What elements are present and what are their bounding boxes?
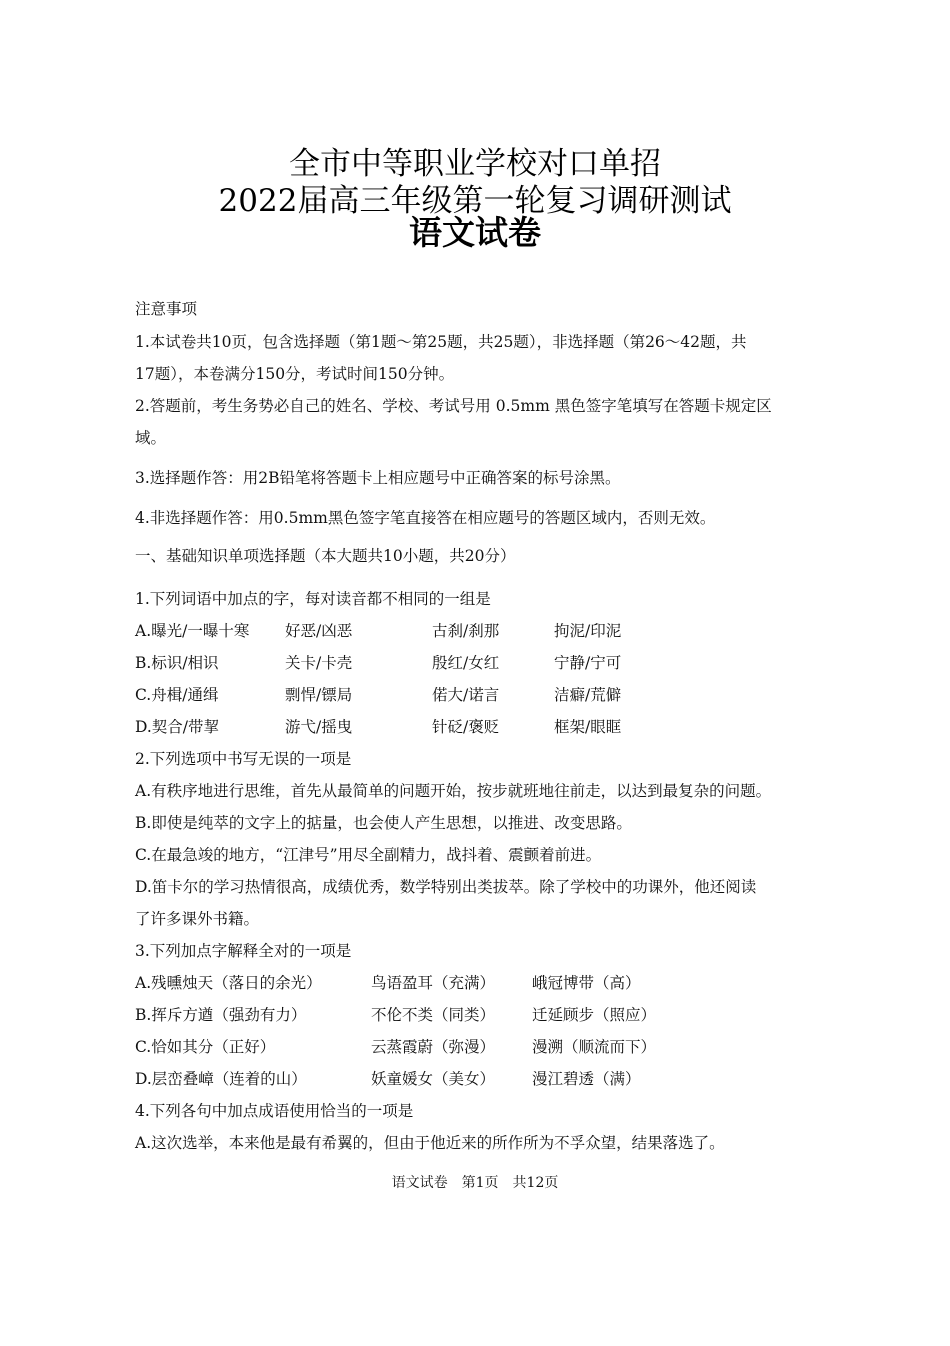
q1-a-pair-1: A.曝光/一曝十寒 <box>135 622 250 640</box>
q2-option-c: C.在最急竣的地方，“江津号”用尽全副精力，战抖着、震颤着前进。 <box>135 846 602 864</box>
q3-option-d <box>135 1069 835 1089</box>
q1-option-b <box>135 653 835 673</box>
q1-d-pair-3: 针砭/褒贬 <box>432 718 500 736</box>
q1-c-pair-2: 剽悍/镖局 <box>285 686 353 704</box>
q1-b-pair-4: 宁静/宁可 <box>554 654 622 672</box>
q3-a-item-3: 峨冠博带（高） <box>532 974 641 992</box>
q3-d-item-1: D.层峦叠嶂（连着的山） <box>135 1070 307 1088</box>
q3-c-item-3: 漫溯（顺流而下） <box>532 1038 657 1056</box>
q3-option-a <box>135 973 835 993</box>
q3-stem: 3.下列加点字解释全对的一项是 <box>135 942 352 960</box>
note-1-line-1: 1.本试卷共10页，包含选择题（第1题～第25题，共25题），非选择题（第26～42题，共 <box>135 333 747 351</box>
note-4: 4.非选择题作答：用0.5mm黑色签字笔直接答在相应题号的答题区域内，否则无效。 <box>135 509 716 527</box>
q3-option-c <box>135 1037 835 1057</box>
q3-c-item-2: 云蒸霞蔚（弥漫） <box>371 1038 496 1056</box>
note-2-line-1: 2.答题前，考生务势必自己的姓名、学校、考试号用 0.5mm 黑色签字笔填写在答题卡规定区 <box>135 397 772 415</box>
q1-b-pair-1: B.标识/相识 <box>135 654 219 672</box>
q1-b-pair-3: 殷红/女红 <box>432 654 500 672</box>
title-line-1: 全市中等职业学校对口单招 <box>289 146 661 182</box>
note-2-line-2: 域。 <box>135 429 167 447</box>
q1-b-pair-2: 关卡/卡壳 <box>285 654 353 672</box>
title-line-3: 语文试卷 <box>409 213 541 252</box>
q3-b-item-1: B.挥斥方遒（强劲有力） <box>135 1006 307 1024</box>
q2-option-d-line-2: 了许多课外书籍。 <box>135 910 260 928</box>
q1-c-pair-1: C.舟楫/通缉 <box>135 686 219 704</box>
q1-a-pair-2: 好恶/凶恶 <box>285 622 353 640</box>
q1-option-c <box>135 685 835 705</box>
q2-option-d-line-1: D.笛卡尔的学习热情很高，成绩优秀，数学特别出类拔萃。除了学校中的功课外，他还阅读 <box>135 878 757 896</box>
q1-a-pair-4: 拘泥/印泥 <box>554 622 622 640</box>
q1-stem: 1.下列词语中加点的字，每对读音都不相同的一组是 <box>135 590 491 608</box>
q1-c-pair-4: 洁癖/荒僻 <box>554 686 622 704</box>
q4-stem: 4.下列各句中加点成语使用恰当的一项是 <box>135 1102 414 1120</box>
note-1-line-2: 17题），本卷满分150分，考试时间150分钟。 <box>135 365 455 383</box>
section-1-heading: 一、基础知识单项选择题（本大题共10小题，共20分） <box>135 547 516 565</box>
note-3: 3.选择题作答：用2B铅笔将答题卡上相应题号中正确答案的标号涂黑。 <box>135 469 621 487</box>
q4-option-a: A.这次选举，本来他是最有希翼的，但由于他近来的所作所为不孚众望，结果落选了。 <box>135 1134 725 1152</box>
q3-c-item-1: C.恰如其分（正好） <box>135 1038 276 1056</box>
q2-stem: 2.下列选项中书写无误的一项是 <box>135 750 352 768</box>
q1-d-pair-4: 框架/眼眶 <box>554 718 622 736</box>
q3-a-item-1: A.残曛烛天（落日的余光） <box>135 974 322 992</box>
q1-d-pair-2: 游弋/摇曳 <box>285 718 353 736</box>
q2-option-a: A.有秩序地进行思维，首先从最简单的问题开始，按步就班地往前走，以达到最复杂的问题。 <box>135 782 772 800</box>
q3-d-item-2: 妖童媛女（美女） <box>371 1070 496 1088</box>
q1-option-a <box>135 621 835 641</box>
q3-a-item-2: 鸟语盈耳（充满） <box>371 974 496 992</box>
title-line-2: 2022届高三年级第一轮复习调研测试 <box>218 183 732 219</box>
notes-heading: 注意事项 <box>135 300 198 318</box>
q1-option-d <box>135 717 835 737</box>
q3-d-item-3: 漫江碧透（满） <box>532 1070 641 1088</box>
page-footer: 语文试卷 第1页 共12页 <box>391 1175 559 1191</box>
q2-option-b: B.即使是纯萃的文字上的掂量，也会使人产生思想，以推进、改变思路。 <box>135 814 632 832</box>
q3-option-b <box>135 1005 835 1025</box>
q1-d-pair-1: D.契合/带挈 <box>135 718 220 736</box>
q3-b-item-3: 迁延顾步（照应） <box>532 1006 657 1024</box>
q1-c-pair-3: 偌大/诺言 <box>432 686 500 704</box>
q3-b-item-2: 不伦不类（同类） <box>371 1006 496 1024</box>
q1-a-pair-3: 古刹/刹那 <box>432 622 500 640</box>
